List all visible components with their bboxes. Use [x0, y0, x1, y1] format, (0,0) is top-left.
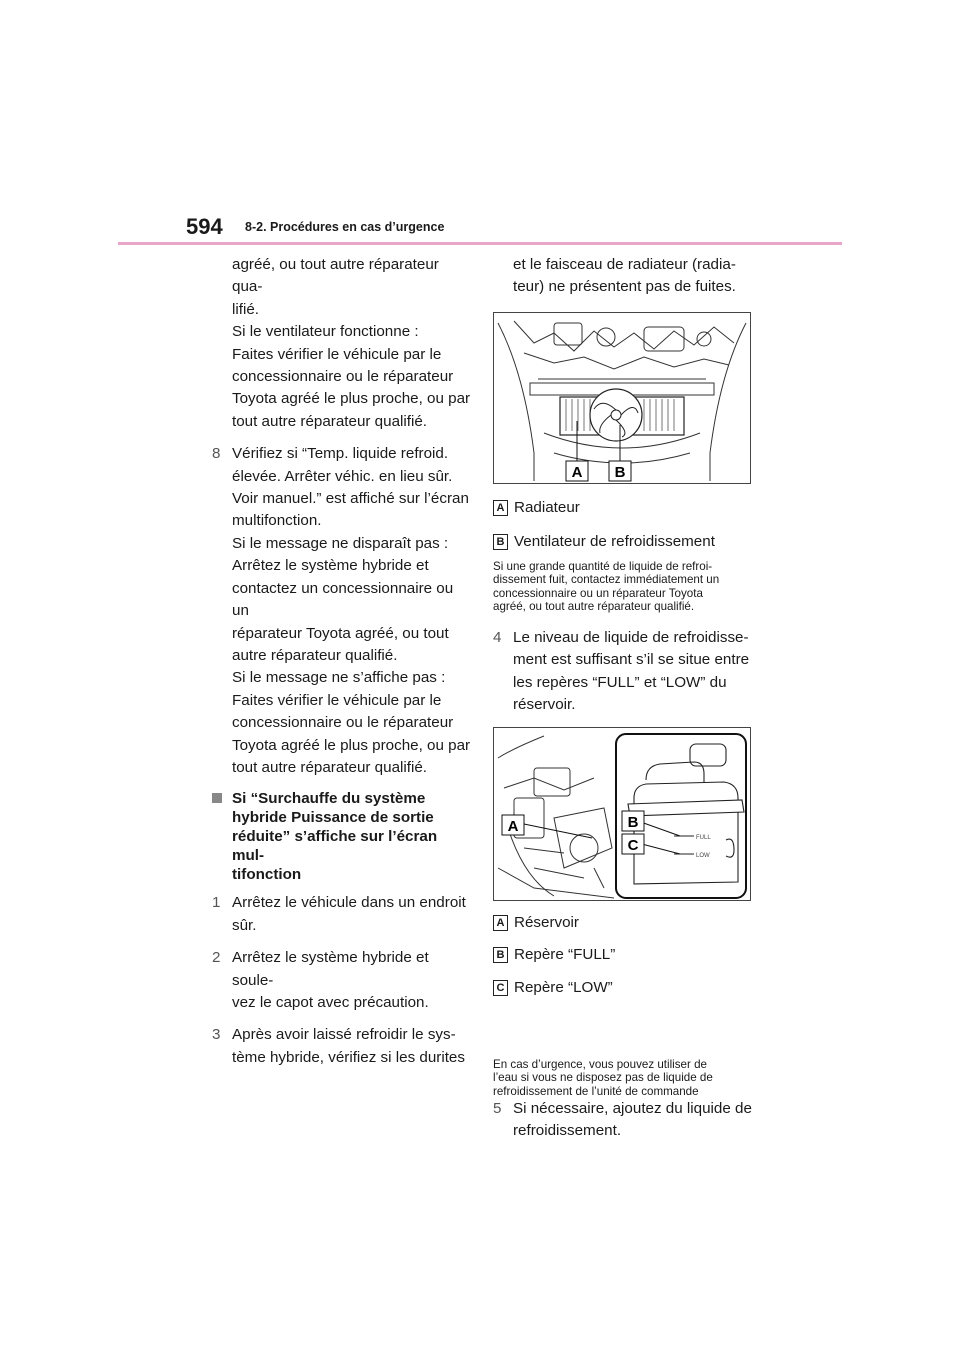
- text-line: Si une grande quantité de liquide de refroi-: [493, 560, 713, 573]
- text-line: réservoir.: [513, 696, 576, 714]
- text-line: Vérifiez si “Temp. liquide refroid.: [232, 445, 449, 463]
- legend-text: Repère “FULL”: [514, 946, 616, 964]
- header-rule: [118, 242, 842, 245]
- step-1: [212, 892, 472, 937]
- callout-c: C: [627, 837, 639, 854]
- text-line: tout autre réparateur qualifié.: [232, 412, 428, 430]
- text-line: Arrêtez le système hybride et: [232, 557, 429, 575]
- reservoir-illustration: [493, 727, 751, 901]
- text-line: l’eau si vous ne disposez pas de liquide de: [493, 1071, 713, 1085]
- legend-2: [493, 912, 753, 999]
- text-line: ment est suffisant s’il se situe entre: [513, 651, 750, 669]
- full-mark-text: FULL: [696, 835, 711, 841]
- text-line: réduite” s’affiche sur l’écran mul-: [232, 828, 438, 865]
- text-line: tifonction: [232, 866, 302, 884]
- step-5: [493, 1098, 773, 1143]
- text-line: sûr.: [232, 916, 257, 934]
- text-line: refroidissement.: [513, 1122, 622, 1140]
- legend-item: [493, 977, 753, 999]
- callout-a: A: [571, 464, 583, 481]
- legend-text: Radiateur: [514, 499, 580, 516]
- text-line: Toyota agréé le plus proche, ou par: [232, 736, 471, 754]
- text-line: contactez un concessionnaire ou un: [232, 579, 454, 620]
- text-line: refroidissement de l’unité de commande: [493, 1084, 699, 1098]
- text-line: vez le capot avec précaution.: [232, 993, 429, 1011]
- text-line: Arrêtez le véhicule dans un endroit: [232, 894, 466, 912]
- legend-item: [493, 912, 753, 934]
- engine-bay-front-drawing: [494, 313, 750, 483]
- legend-item: [493, 497, 753, 519]
- text-line: autre réparateur qualifié.: [232, 646, 398, 664]
- text-line: teur) ne présentent pas de fuites.: [513, 278, 736, 296]
- callout-a: A: [507, 818, 519, 835]
- text-line: tème hybride, vérifiez si les durites: [232, 1048, 465, 1066]
- text-line: concessionnaire ou le réparateur: [232, 368, 454, 386]
- step-3: [212, 1024, 472, 1069]
- text-line: tout autre réparateur qualifié.: [232, 758, 428, 776]
- legend-text: Réservoir: [514, 914, 579, 931]
- text-line: multifonction.: [232, 512, 322, 530]
- radiator-illustration: [493, 312, 751, 484]
- text-line: Si le ventilateur fonctionne :: [232, 323, 419, 341]
- text-line: Faites vérifier le véhicule par le: [232, 345, 442, 363]
- step-8: [212, 443, 472, 779]
- text-line: Toyota agréé le plus proche, ou par: [232, 390, 471, 408]
- step-number: 4: [493, 629, 502, 646]
- text-line: les repères “FULL” et “LOW” du: [513, 673, 727, 691]
- text-line: Faites vérifier le véhicule par le: [232, 691, 442, 709]
- step-number: 5: [493, 1099, 502, 1117]
- legend-key: A: [493, 500, 508, 516]
- text-line: élevée. Arrêter véhic. en lieu sûr.: [232, 467, 453, 485]
- note-water: [493, 1058, 763, 1098]
- legend-item: [493, 944, 753, 966]
- text-line: Si nécessaire, ajoutez du liquide de: [513, 1099, 752, 1117]
- page-number: 594: [186, 214, 223, 239]
- text-line: En cas d’urgence, vous pouvez utiliser de: [493, 1058, 707, 1071]
- text-line: concessionnaire ou le réparateur: [232, 714, 454, 732]
- section-title: 8-2. Procédures en cas d’urgence: [245, 220, 445, 234]
- left-column: [212, 254, 472, 1069]
- step-number: 1: [212, 894, 221, 912]
- legend-key: B: [493, 947, 508, 963]
- step-number: 3: [212, 1026, 221, 1044]
- subsection-heading: [212, 789, 472, 884]
- step-4: [493, 627, 773, 717]
- text-line: Le niveau de liquide de refroidisse-: [513, 629, 749, 646]
- step-2: [212, 947, 472, 1014]
- paragraph-continued: [212, 254, 472, 433]
- text-line: agréé, ou tout autre réparateur qua-: [232, 256, 439, 296]
- text-line: Après avoir laissé refroidir le sys-: [232, 1026, 456, 1044]
- text-line: Arrêtez le système hybride et soule-: [232, 949, 429, 989]
- callout-b: B: [614, 464, 626, 481]
- text-line: lifié.: [232, 300, 260, 318]
- legend-text: Ventilateur de refroidissement: [514, 533, 715, 551]
- callout-b: B: [627, 814, 639, 831]
- step-number: 8: [212, 445, 221, 463]
- reservoir-drawing: [494, 728, 750, 900]
- text-line: Si le message ne disparaît pas :: [232, 534, 449, 552]
- legend-item: [493, 531, 753, 553]
- text-line: Voir manuel.” est affiché sur l’écran: [232, 490, 469, 508]
- legend-text: Repère “LOW”: [514, 978, 613, 996]
- legend-1: [493, 497, 753, 554]
- text-line: dissement fuit, contactez immédiatement un: [493, 573, 720, 587]
- low-mark-text: LOW: [696, 853, 710, 859]
- step-number: 2: [212, 949, 221, 967]
- text-line: concessionnaire ou un réparateur Toyota: [493, 586, 703, 600]
- text-line: Si “Surchauffe du système: [232, 790, 426, 808]
- text-line: réparateur Toyota agréé, ou tout: [232, 624, 449, 642]
- continued-text: [513, 254, 753, 299]
- legend-key: B: [493, 534, 508, 550]
- text-line: Si le message ne s’affiche pas :: [232, 669, 446, 687]
- text-line: et le faisceau de radiateur (radia-: [513, 256, 736, 273]
- text-line: hybride Puissance de sortie: [232, 809, 434, 827]
- note-leak: [493, 560, 763, 613]
- square-bullet-icon: [212, 793, 222, 803]
- legend-key: C: [493, 980, 508, 996]
- text-line: agréé, ou tout autre réparateur qualifié.: [493, 599, 695, 613]
- legend-key: A: [493, 915, 508, 931]
